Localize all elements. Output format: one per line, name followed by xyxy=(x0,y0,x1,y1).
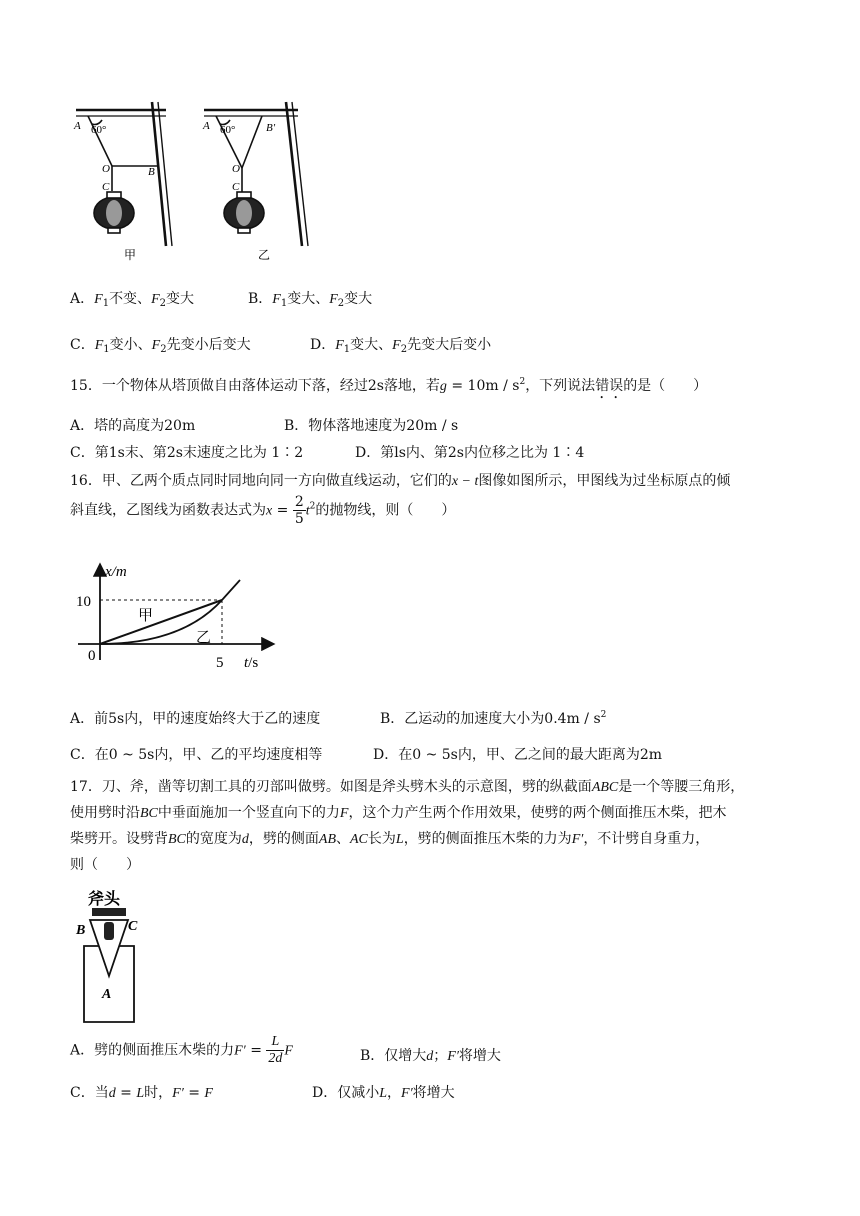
fig-caption-jia: 甲 xyxy=(124,248,137,262)
axe-figure xyxy=(72,884,152,1026)
q16-option-c: C．在0 ~ 5s内，甲、乙的平均速度相等 xyxy=(70,747,323,763)
xt-graph xyxy=(72,560,282,678)
fig-caption-yi: 乙 xyxy=(258,248,271,262)
fig-label-C: C xyxy=(102,181,110,193)
graph-xtick-5: 5 xyxy=(216,655,224,671)
q17-stem-line2: 使用劈时沿BC中垂面施加一个竖直向下的力F，这个力产生两个作用效果，使劈的两个侧面推压木柴，把木 xyxy=(70,805,727,821)
q17-option-b: B．仅增大d；F′将增大 xyxy=(360,1048,501,1064)
emphasis-wrong: 错误 xyxy=(595,378,624,394)
fraction-L-2d: $\frac{L}{2d}$ xyxy=(268,1034,283,1066)
fig-label-A: A xyxy=(74,120,81,132)
fig-label-C2: C xyxy=(232,181,240,193)
q17-option-d: D．仅减小L，F′将增大 xyxy=(312,1085,455,1101)
q15-option-c: C．第1s末、第2s末速度之比为 1∶2 xyxy=(70,445,304,461)
q14-option-c: C．$F_1$变小、$F_2$先变小后变大 xyxy=(70,337,251,355)
fig-label-O2: O xyxy=(232,163,240,175)
q17-stem-line3: 柴劈开。设劈背BC的宽度为d，劈的侧面AB、AC长为L，劈的侧面推压木柴的力为F′，不计劈自身重力， xyxy=(70,831,710,847)
q16-option-b: B．乙运动的加速度大小为$0.4m / s^2$ xyxy=(380,710,607,727)
q16-stem-line1: 16．甲、乙两个质点同时同地向同一方向做直线运动，它们的x − t图像如图所示，甲图线为过坐标原点的倾 xyxy=(70,473,731,489)
graph-xlabel: t/s xyxy=(244,655,259,671)
q17-stem-line1: 17．刀、斧，凿等切割工具的刃部叫做劈。如图是斧头劈木头的示意图，劈的纵截面ABC是一个等腰三角形， xyxy=(70,779,745,795)
q15-stem: 15．一个物体从塔顶做自由落体运动下落，经过2s落地，若$g = 10m / s^2$，下列说法错误的是（ ） xyxy=(70,377,708,394)
graph-ylabel: x/m xyxy=(105,564,127,580)
graph-origin: 0 xyxy=(88,648,96,664)
q17-option-c: C．当d = L时，F′ = F xyxy=(70,1085,213,1101)
q15-option-b: B．物体落地速度为20m / s xyxy=(284,418,459,434)
fig-label-angle2: 60° xyxy=(220,124,236,136)
lantern-figure xyxy=(70,96,320,268)
graph-label-jia: 甲 xyxy=(138,608,154,624)
q14-option-b: B．$F_1$变大、$F_2$变大 xyxy=(248,291,373,309)
fraction-2-5: $\frac{2}{5}$ xyxy=(294,494,304,527)
fig-label-Bprime: B' xyxy=(266,122,276,134)
q15-option-a: A．塔的高度为20m xyxy=(70,418,196,434)
axe-handle xyxy=(104,922,114,940)
q17-stem-line4: 则（ ） xyxy=(70,857,140,873)
axe-head xyxy=(92,908,126,916)
axe-label-A: A xyxy=(102,987,112,1002)
graph-label-yi: 乙 xyxy=(196,630,212,646)
q16-stem-line2: 斜直线，乙图线为函数表达式为x = $\frac{2}{5}$ $t^2$的抛物线，则（ ） xyxy=(70,494,456,527)
q16-option-a: A．前5s内，甲的速度始终大于乙的速度 xyxy=(70,711,321,727)
q14-option-a: A．$F_1$不变、$F_2$变大 xyxy=(70,291,194,309)
q15-option-d: D．第ls内、第2s内位移之比为 1∶4 xyxy=(355,445,585,461)
graph-ytick-10: 10 xyxy=(76,594,91,610)
axe-label-C: C xyxy=(128,919,138,934)
fig-label-A2: A xyxy=(203,120,210,132)
axe-label-B: B xyxy=(76,923,86,938)
q14-option-d: D．$F_1$变大、$F_2$先变大后变小 xyxy=(310,337,492,355)
axe-title: 斧头 xyxy=(88,891,121,908)
q17-option-a: A．劈的侧面推压木柴的力F′ = $\frac{L}{2d}$ F xyxy=(70,1034,293,1066)
curve-yi xyxy=(100,580,240,644)
fig-label-O: O xyxy=(102,163,110,175)
q16-option-d: D．在0 ~ 5s内，甲、乙之间的最大距离为2m xyxy=(373,747,663,763)
fig-label-B: B xyxy=(148,166,155,178)
fig-label-angle: 60° xyxy=(91,124,107,136)
